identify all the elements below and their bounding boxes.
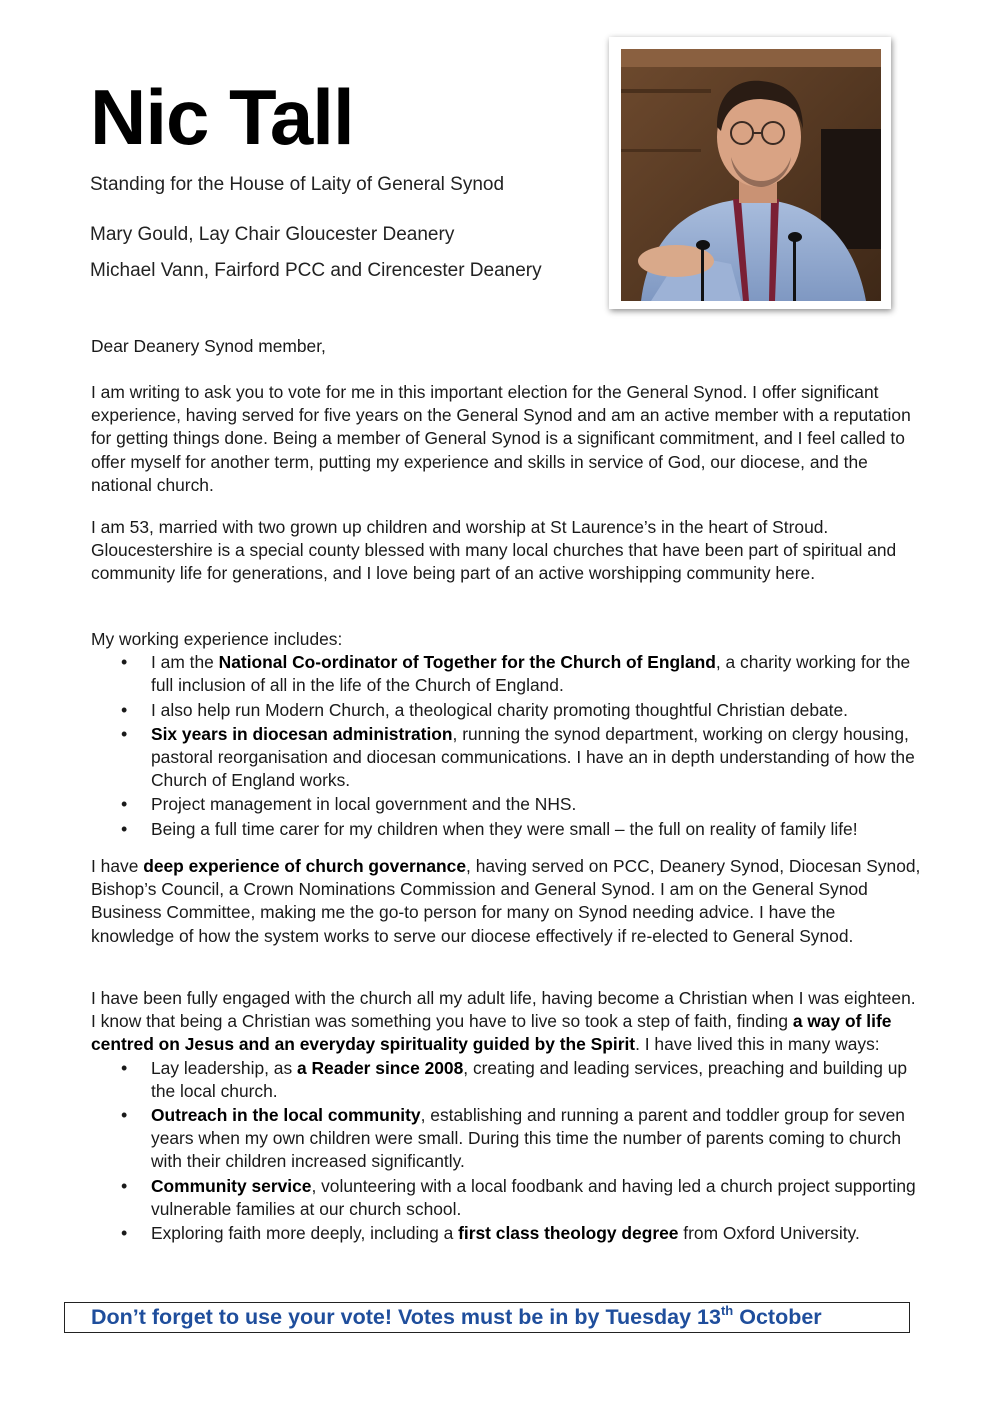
list-item (91, 1104, 921, 1174)
list-item (91, 793, 921, 816)
candidate-name: Nic Tall (90, 73, 354, 161)
list-item-emphasis: Six years in diocesan administration (151, 723, 453, 744)
work-experience-section (91, 628, 921, 842)
list-item-emphasis: National Co-ordinator of Together for the Church of England (218, 652, 716, 673)
paragraph-text: I have been fully engaged with the church all my adult life, having become a Christian when I was eighteen. I know that being a Christian was something you have to live so took a step of faith, finding (91, 988, 916, 1032)
intro-paragraph (91, 381, 921, 497)
list-item (91, 818, 921, 841)
list-item-text: , a charity working for the full inclusion of all in the life of the Church of England. (151, 652, 911, 696)
list-item (91, 723, 921, 793)
list-item (91, 1222, 921, 1245)
list-item-text: from Oxford University. (678, 1223, 860, 1244)
faith-list (91, 1057, 921, 1246)
faith-paragraph-text (91, 987, 921, 1057)
work-experience-intro: My working experience includes: (91, 629, 343, 649)
governance-paragraph (91, 855, 921, 948)
vote-reminder-box (64, 1302, 910, 1333)
list-item-text: Exploring faith more deeply, including a (151, 1223, 459, 1244)
personal-paragraph (91, 516, 921, 586)
personal-paragraph-text: I am 53, married with two grown up children and worship at St Laurence’s in the heart of Stroud. Gloucestershire is a special county blessed with many local churches that have been part of spiritual and community life for generations, and I love being part of an active worshipping community here. (91, 517, 897, 584)
vote-reminder-text (91, 1305, 822, 1330)
list-item-text: , creating and leading services, preaching and building up the local church. (151, 1057, 908, 1101)
list-item (91, 699, 921, 722)
list-item (91, 1057, 921, 1103)
standing-subtitle: Standing for the House of Laity of General Synod (90, 174, 505, 195)
list-item-text: I am the (151, 652, 219, 673)
list-item (91, 1175, 921, 1221)
endorser-2: Michael Vann, Fairford PCC and Cirencester Deanery (90, 260, 542, 281)
list-item-text: , establishing and running a parent and toddler group for seven years when my own children were small. During this time the number of parents coming to church with their children increased significantly. (151, 1105, 905, 1172)
list-item-emphasis: Community service (151, 1175, 312, 1196)
greeting: Dear Deanery Synod member, (91, 336, 326, 356)
paragraph-text: , having served on PCC, Deanery Synod, Diocesan Synod, Bishop’s Council, a Crown Nominations Commission and General Synod. I am on the General Synod Business Committee, making me the go-to person for many on Synod needing advice. I have the knowledge of how the system works to serve our diocese effectively if re-elected to General Synod. (91, 856, 921, 946)
vote-reminder-month: October (733, 1305, 822, 1329)
candidate-photo (609, 37, 891, 309)
list-item (91, 651, 921, 697)
list-item-text: Being a full time carer for my children when they were small – the full on reality of family life! (151, 818, 858, 839)
vote-reminder-ordinal: th (720, 1303, 734, 1318)
governance-paragraph-text (91, 855, 921, 948)
list-item-text: , running the synod department, working on clergy housing, pastoral reorganisation and diocesan communications. I have an in depth understanding of how the Church of England works. (151, 723, 915, 791)
list-item-text: I also help run Modern Church, a theological charity promoting thoughtful Christian debate. (151, 699, 848, 720)
list-item-text: Project management in local government and the NHS. (151, 794, 577, 815)
list-item-emphasis: Outreach in the local community (151, 1105, 421, 1126)
paragraph-emphasis: a way of life centred on Jesus and an everyday spirituality guided by the Spirit (91, 1011, 892, 1055)
paragraph-emphasis: deep experience of church governance (143, 856, 467, 876)
candidate-photo-image (621, 49, 881, 301)
list-item-text: , volunteering with a local foodbank and having led a church project supporting vulnerable families at our church school. (151, 1175, 916, 1219)
paragraph-text: . I have lived this in many ways: (635, 1034, 880, 1055)
list-item-emphasis: a Reader since 2008 (296, 1057, 464, 1078)
vote-reminder-main: Don’t forget to use your vote! Votes must be in by Tuesday 13 (91, 1305, 721, 1329)
list-item-emphasis: first class theology degree (458, 1223, 679, 1244)
list-item-text: Lay leadership, as (151, 1057, 297, 1078)
paragraph-text: I have (91, 856, 144, 876)
endorser-1: Mary Gould, Lay Chair Gloucester Deanery (90, 224, 455, 245)
intro-paragraph-text: I am writing to ask you to vote for me in this important election for the General Synod. I offer significant experience, having served for five years on the General Synod and am an active member with a reputation for getting things done. Being a member of General Synod is a significant commitment, and I feel called to offer myself for another term, putting my experience and skills in service of God, our diocese, and the national church. (91, 382, 911, 495)
faith-section (91, 987, 921, 1246)
work-experience-list (91, 651, 921, 841)
